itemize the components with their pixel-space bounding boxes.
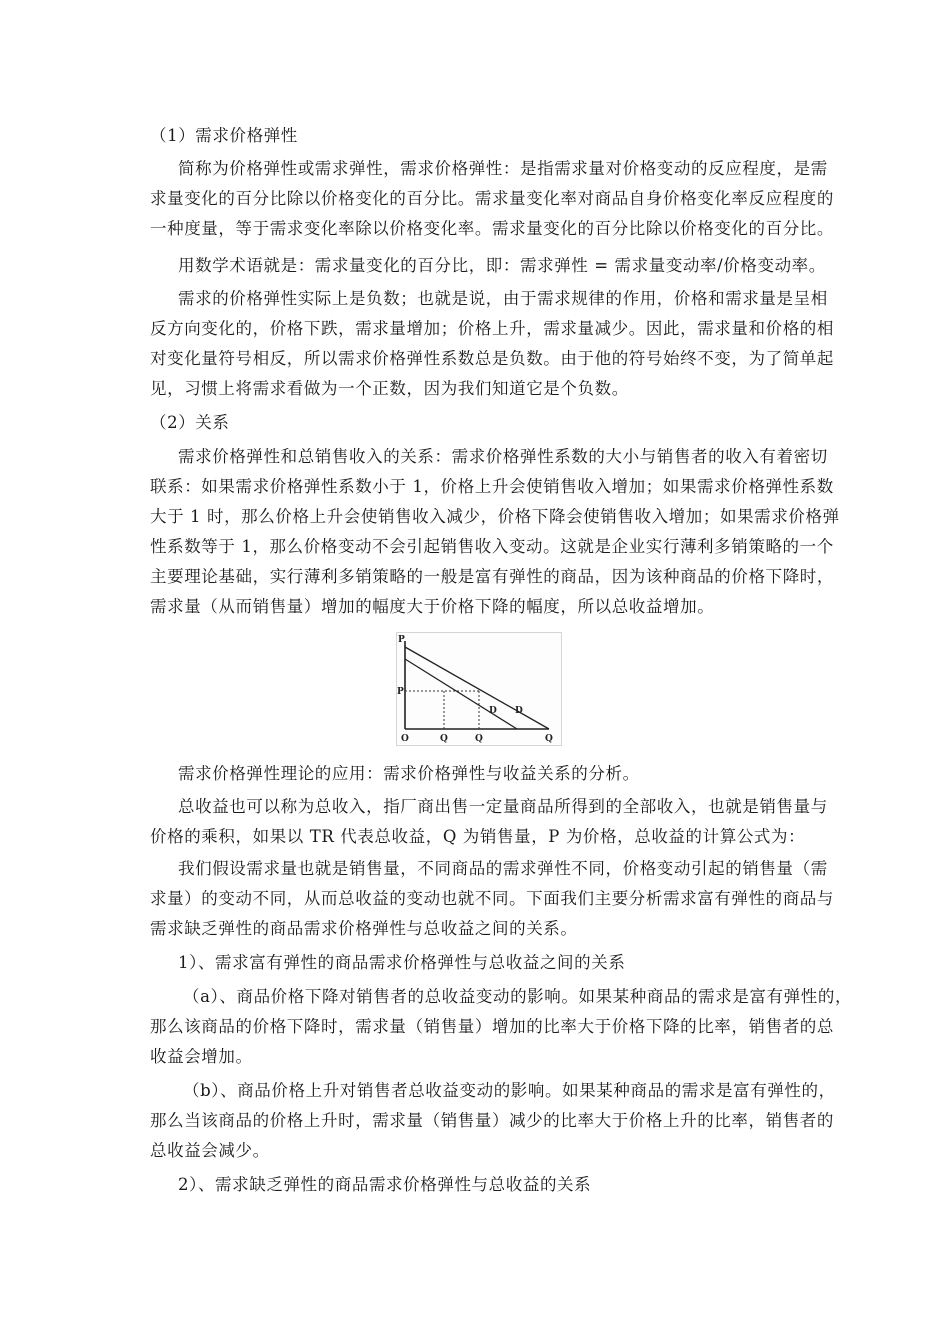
demand-curve-figure <box>396 632 562 746</box>
para-6-line: 价格的乘积，如果以 TR 代表总收益，Q 为销售量，P 为价格，总收益的计算公式为： <box>150 827 806 846</box>
para-4-line: 需求量（从而销售量）增加的幅度大于价格下降的幅度，所以总收益增加。 <box>150 597 715 616</box>
para-3-line: 反方向变化的，价格下跌，需求量增加；价格上升，需求量减少。因此，需求量和价格的相 <box>150 319 834 338</box>
heading-2-line: （2）关系 <box>150 413 230 432</box>
para-8-line: 那么该商品的价格下降时，需求量（销售量）增加的比率大于价格下降的比率，销售者的总 <box>150 1017 834 1036</box>
q2-label: Q <box>475 734 483 744</box>
demand-curve-d2 <box>405 647 549 729</box>
para-7-line: 求量）的变动不同，从而总收益的变动也就不同。下面我们主要分析需求富有弹性的商品与 <box>150 889 834 908</box>
p-axis-label: P <box>398 635 405 645</box>
para-3-line: 需求的价格弹性实际上是负数；也就是说，由于需求规律的作用，价格和需求量是呈相 <box>178 289 828 308</box>
para-2-line: 用数学术语就是：需求量变化的百分比，即：需求弹性 = 需求量变动率/价格变动率。 <box>178 256 826 275</box>
para-4-line: 性系数等于 1，那么价格变动不会引起销售收入变动。这就是企业实行薄利多销策略的一个 <box>150 537 834 556</box>
para-8-line: （a）、商品价格下降对销售者的总收益变动的影响。如果某种商品的需求是富有弹性的， <box>183 987 853 1006</box>
p1-label: P <box>397 687 404 697</box>
para-4-line: 主要理论基础，实行薄利多销策略的一般是富有弹性的商品，因为该种商品的价格下降时， <box>150 567 834 586</box>
para-7-line: 我们假设需求量也就是销售量，不同商品的需求弹性不同，价格变动引起的销售量（需 <box>178 859 828 878</box>
para-3-line: 对变化量符号相反，所以需求价格弹性系数总是负数。由于他的符号始终不变，为了简单起 <box>150 349 834 368</box>
para-9-line: （b）、商品价格上升对销售者总收益变动的影响。如果某种商品的需求是富有弹性的， <box>183 1081 836 1100</box>
para-1-line: 简称为价格弹性或需求弹性，需求价格弹性：是指需求量对价格变动的反应程度，是需 <box>178 159 828 178</box>
origin-label: O <box>401 734 409 744</box>
heading-1-line: （1）需求价格弹性 <box>150 126 298 145</box>
q-axis-label: Q <box>545 734 553 744</box>
para-5-line: 需求价格弹性理论的应用：需求价格弹性与收益关系的分析。 <box>178 764 640 783</box>
para-1-line: 一种度量，等于需求变化率除以价格变化率。需求量变化的百分比除以价格变化的百分比。 <box>150 219 834 238</box>
para-9-line: 总收益会减少。 <box>150 1141 270 1160</box>
demand-curve-d1 <box>405 659 517 729</box>
para-3-line: 见，习惯上将需求看做为一个正数，因为我们知道它是个负数。 <box>150 379 629 398</box>
para-8-line: 收益会增加。 <box>150 1047 253 1066</box>
para-4-line: 需求价格弹性和总销售收入的关系：需求价格弹性系数的大小与销售者的收入有着密切 <box>178 447 828 466</box>
subheading-1-line: 1）、需求富有弹性的商品需求价格弹性与总收益之间的关系 <box>178 953 626 972</box>
para-9-line: 那么当该商品的价格上升时，需求量（销售量）减少的比率大于价格上升的比率，销售者的 <box>150 1111 834 1130</box>
d1-label: D <box>489 706 497 716</box>
para-6-line: 总收益也可以称为总收入，指厂商出售一定量商品所得到的全部收入，也就是销售量与 <box>178 797 828 816</box>
demand-curve-graph <box>397 633 561 745</box>
q1-label: Q <box>440 734 448 744</box>
para-7-line: 需求缺乏弹性的商品需求价格弹性与总收益之间的关系。 <box>150 919 578 938</box>
para-4-line: 联系：如果需求价格弹性系数小于 1，价格上升会使销售收入增加；如果需求价格弹性系数 <box>150 477 834 496</box>
d2-label: D <box>515 706 523 716</box>
para-1-line: 求量变化的百分比除以价格变化的百分比。需求量变化率对商品自身价格变化率反应程度的 <box>150 189 834 208</box>
subheading-2-line: 2）、需求缺乏弹性的商品需求价格弹性与总收益的关系 <box>178 1175 592 1194</box>
para-4-line: 大于 1 时，那么价格上升会使销售收入减少，价格下降会使销售收入增加；如果需求价格弹 <box>150 507 840 526</box>
